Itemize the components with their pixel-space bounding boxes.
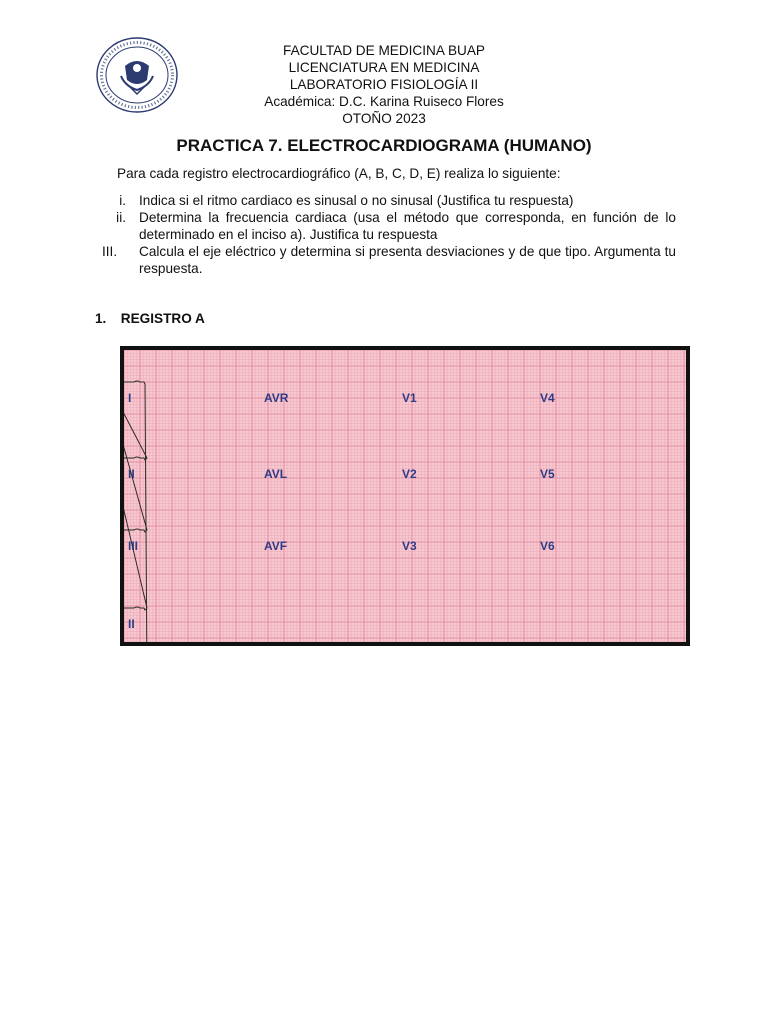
laboratory-name: LABORATORIO FISIOLOGÍA II (289, 77, 479, 92)
list-item (96, 243, 676, 277)
section-heading (95, 311, 205, 326)
lead-label: III (128, 539, 139, 553)
list-item (96, 192, 676, 209)
section-title: REGISTRO A (120, 311, 205, 326)
intro-text: Para cada registro electrocardiográfico (A, B, C, D, E) realiza lo siguiente: (117, 166, 561, 181)
section-number: 1. (95, 311, 107, 326)
document-header (200, 42, 568, 127)
ecg-tracing (124, 350, 686, 642)
list-item-number: i. (119, 193, 126, 208)
degree-name: LICENCIATURA EN MEDICINA (288, 60, 480, 75)
lead-label: V4 (540, 391, 555, 405)
lead-label: V5 (540, 467, 555, 481)
ecg-record (120, 346, 690, 646)
faculty-name: FACULTAD DE MEDICINA BUAP (283, 43, 485, 58)
university-seal-icon (95, 36, 179, 114)
list-item-number: ii. (116, 210, 126, 225)
list-item-number: III. (102, 244, 118, 259)
semester-label: OTOÑO 2023 (342, 111, 426, 126)
lead-label: AVL (264, 467, 288, 481)
academic-name: Académica: D.C. Karina Ruiseco Flores (264, 94, 504, 109)
instruction-list (96, 192, 676, 277)
list-item-text: Calcula el eje eléctrico y determina si presenta desviaciones y de que tipo. Argumenta tu respuesta. (139, 244, 676, 276)
lead-label: V1 (402, 391, 417, 405)
list-item-text: Indica si el ritmo cardiaco es sinusal o no sinusal (Justifica tu respuesta) (139, 193, 574, 208)
lead-label: II (128, 617, 135, 631)
lead-label: AVF (264, 539, 288, 553)
lead-label: AVR (264, 391, 289, 405)
lead-label: I (128, 391, 132, 405)
lead-label: V6 (540, 539, 555, 553)
lead-label: V2 (402, 467, 417, 481)
list-item-text: Determina la frecuencia cardiaca (usa el método que corresponda, en función de lo determinado en el inciso a). Justifica tu respuesta (139, 210, 676, 242)
lead-label: II (128, 467, 135, 481)
page-title: PRACTICA 7. ELECTROCARDIOGRAMA (HUMANO) (176, 136, 592, 155)
list-item (96, 209, 676, 243)
lead-label: V3 (402, 539, 417, 553)
